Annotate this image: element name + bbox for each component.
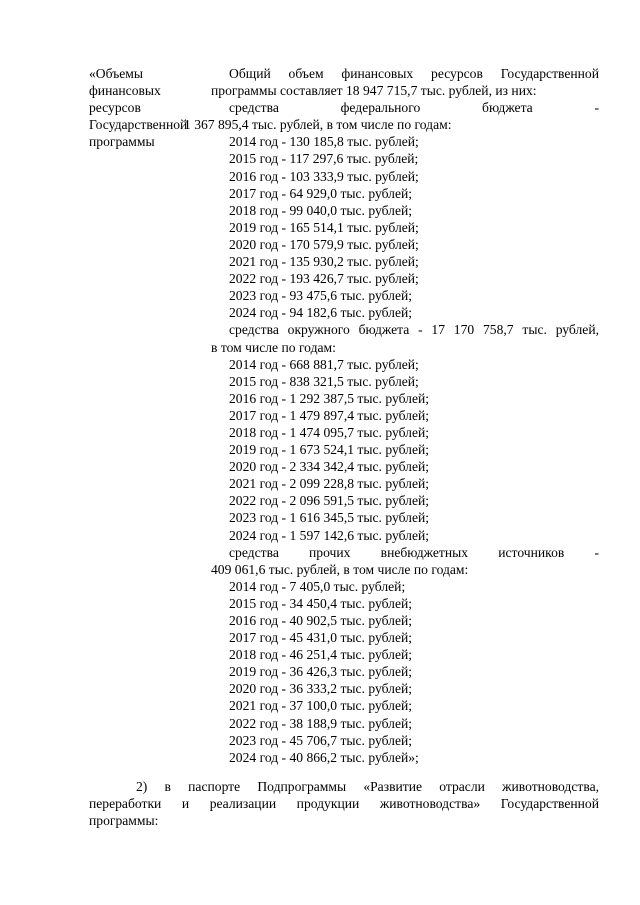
year-amount-line: 2024 год - 40 866,2 тыс. рублей»; bbox=[229, 749, 419, 765]
year-amount-line: 2019 год - 1 673 524,1 тыс. рублей; bbox=[229, 442, 430, 458]
row-label bbox=[89, 65, 209, 150]
year-amount-line: 2019 год - 165 514,1 тыс. рублей; bbox=[229, 219, 419, 235]
row-label-line: ресурсов bbox=[89, 100, 141, 116]
year-amount-line: 2015 год - 117 297,6 тыс. рублей; bbox=[229, 151, 419, 167]
year-amount-line: 2016 год - 1 292 387,5 тыс. рублей; bbox=[229, 390, 430, 406]
year-amount-line: 2017 год - 45 431,0 тыс. рублей; bbox=[229, 630, 413, 646]
year-amount-line: 2021 год - 2 099 228,8 тыс. рублей; bbox=[229, 476, 430, 492]
year-amount-line: 2023 год - 1 616 345,5 тыс. рублей; bbox=[229, 510, 430, 526]
year-amount-line: 2024 год - 94 182,6 тыс. рублей; bbox=[229, 305, 413, 321]
year-amount-line: 2023 год - 45 706,7 тыс. рублей; bbox=[229, 732, 413, 748]
year-amount-line: 2016 год - 103 333,9 тыс. рублей; bbox=[229, 168, 419, 184]
year-amount-line: 2020 год - 170 579,9 тыс. рублей; bbox=[229, 236, 419, 252]
other-sources-total: 409 061,6 тыс. рублей, в том числе по годам: bbox=[211, 561, 469, 577]
year-amount-line: 2015 год - 838 321,5 тыс. рублей; bbox=[229, 373, 419, 389]
year-amount-line: 2022 год - 38 188,9 тыс. рублей; bbox=[229, 715, 413, 731]
year-amount-line: 2022 год - 2 096 591,5 тыс. рублей; bbox=[229, 493, 430, 509]
federal-budget-total: 1 367 895,4 тыс. рублей, в том числе по годам: bbox=[184, 117, 452, 133]
year-amount-line: 2018 год - 46 251,4 тыс. рублей; bbox=[229, 647, 413, 663]
year-amount-line: 2020 год - 36 333,2 тыс. рублей; bbox=[229, 681, 413, 697]
district-years-list bbox=[211, 356, 599, 544]
district-budget-subheading: в том числе по годам: bbox=[211, 339, 336, 355]
other-years-list bbox=[211, 578, 599, 766]
district-budget-heading: средства окружного бюджета - 17 170 758,7 тыс. рублей, bbox=[229, 322, 599, 338]
row-label-line: Государственной bbox=[89, 117, 188, 133]
other-sources-heading: средства прочих внебюджетных источников - bbox=[229, 544, 599, 560]
paragraph-line: 2) в паспорте Подпрограммы «Развитие отрасли животноводства, bbox=[136, 779, 599, 794]
federal-budget-heading: средства федерального бюджета - bbox=[229, 100, 599, 116]
amendment-paragraph bbox=[89, 778, 599, 829]
year-amount-line: 2021 год - 37 100,0 тыс. рублей; bbox=[229, 698, 413, 714]
row-label-line: программы bbox=[89, 134, 155, 150]
year-amount-line: 2021 год - 135 930,2 тыс. рублей; bbox=[229, 254, 419, 270]
year-amount-line: 2024 год - 1 597 142,6 тыс. рублей; bbox=[229, 527, 430, 543]
paragraph-line: программы: bbox=[89, 813, 159, 829]
year-amount-line: 2022 год - 193 426,7 тыс. рублей; bbox=[229, 271, 419, 287]
year-amount-line: 2017 год - 1 479 897,4 тыс. рублей; bbox=[229, 407, 430, 423]
year-amount-line: 2020 год - 2 334 342,4 тыс. рублей; bbox=[229, 459, 430, 475]
year-amount-line: 2015 год - 34 450,4 тыс. рублей; bbox=[229, 595, 413, 611]
year-amount-line: 2014 год - 668 881,7 тыс. рублей; bbox=[229, 356, 419, 372]
year-amount-line: 2018 год - 1 474 095,7 тыс. рублей; bbox=[229, 424, 430, 440]
year-amount-line: 2019 год - 36 426,3 тыс. рублей; bbox=[229, 664, 413, 680]
year-amount-line: 2016 год - 40 902,5 тыс. рублей; bbox=[229, 613, 413, 628]
row-content bbox=[184, 65, 599, 766]
paragraph-line: переработки и реализации продукции животноводства» Государственной bbox=[89, 796, 599, 812]
year-amount-line: 2014 год - 130 185,8 тыс. рублей; bbox=[229, 134, 419, 150]
row-label-line: финансовых bbox=[89, 83, 161, 99]
federal-years-list bbox=[211, 133, 599, 321]
row-label-line: «Объемы bbox=[89, 66, 143, 81]
year-amount-line: 2017 год - 64 929,0 тыс. рублей; bbox=[229, 185, 413, 201]
intro-line: Общий объем финансовых ресурсов Государственной bbox=[229, 66, 599, 81]
intro-line: программы составляет 18 947 715,7 тыс. рублей, из них: bbox=[211, 83, 537, 99]
year-amount-line: 2018 год - 99 040,0 тыс. рублей; bbox=[229, 202, 413, 218]
year-amount-line: 2014 год - 7 405,0 тыс. рублей; bbox=[229, 578, 406, 594]
year-amount-line: 2023 год - 93 475,6 тыс. рублей; bbox=[229, 288, 413, 304]
